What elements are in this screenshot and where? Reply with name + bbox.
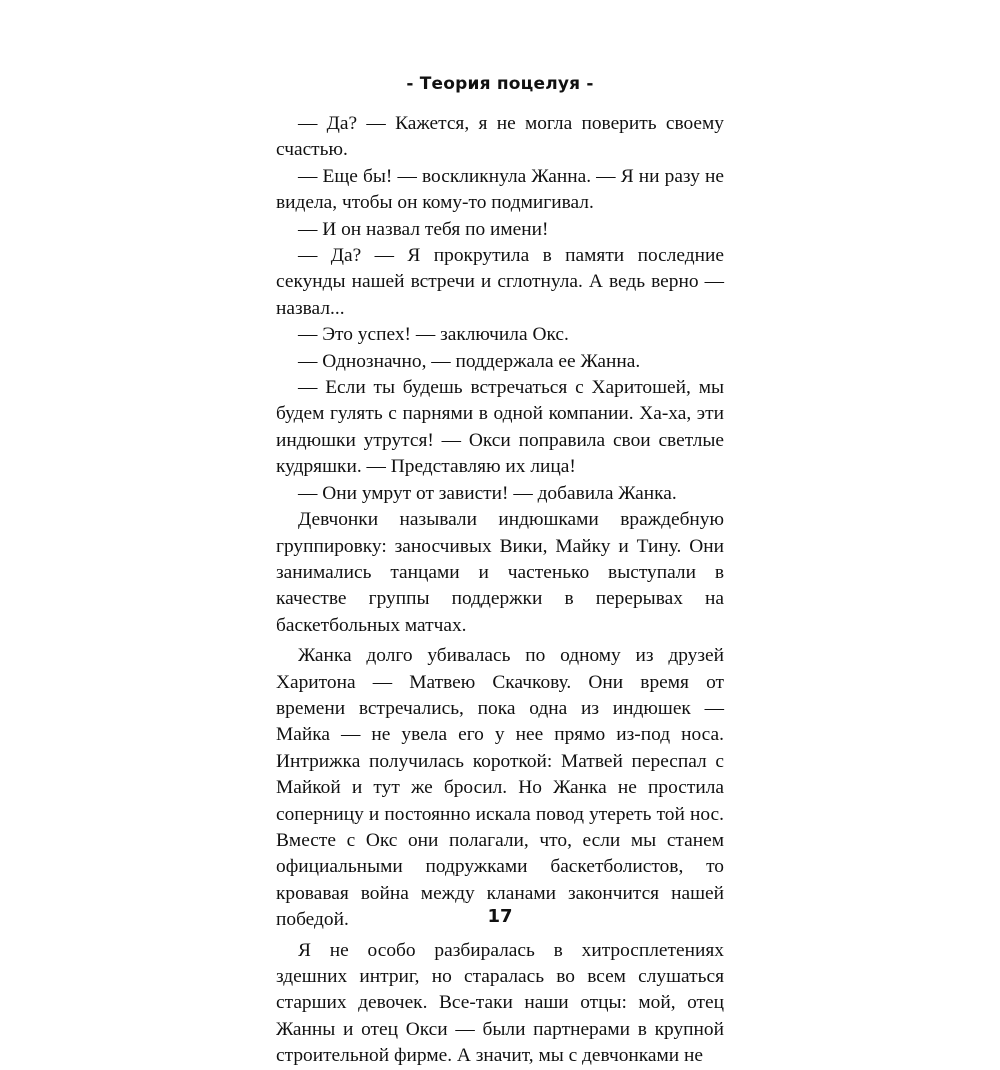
paragraph: — Однозначно, — поддержала ее Жанна. <box>298 350 641 372</box>
paragraph: Жанка долго убивалась по одному из друзей Харитона — Матвею Скачкову. Они время от времени встречались, пока одна из индюшек — Майка — не увела его у нее прямо из-под носа. Интрижка получилась короткой: Матвей переспал с Майкой и тут же бросил. Но Жанка не простила соперницу и постоянно искала повод утереть той нос. Вместе с Окс они полагали, что, если мы станем официальными подружками баскетболистов, то кровавая война между кланами закончится нашей победой. <box>276 645 724 931</box>
paragraph: — Еще бы! — воскликнула Жанна. — Я ни разу не видела, чтобы он кому-то подмигивал. <box>276 165 724 214</box>
running-head: - Теория поцелуя - <box>406 74 594 94</box>
paragraph: — Да? — Кажется, я не могла поверить своему счастью. <box>276 113 724 161</box>
paragraph: — Да? — Я прокрутила в памяти последние секунды нашей встречи и сглотнула. А ведь верно — назвал... <box>276 245 724 319</box>
paragraph: — И он назвал тебя по имени! <box>298 218 549 240</box>
paragraph: Я не особо разбиралась в хитросплетениях здешних интриг, но старалась во всем слушаться старших девочек. Все-таки наши отцы: мой, отец Жанны и отец Окси — были партнерами в крупной строительной фирме. А значит, мы с девчонками не <box>276 939 724 1067</box>
paragraph: — Они умрут от зависти! — добавила Жанка. <box>298 482 677 504</box>
page-number: 17 <box>487 906 513 927</box>
paragraph: — Если ты будешь встречаться с Харитошей, мы будем гулять с парнями в одной компании. Ха-ха, эти индюшки утрутся! — Окси поправила свои светлые кудряшки. — Представляю их лица! <box>276 377 724 478</box>
paragraph: Девчонки называли индюшками враждебную группировку: заносчивых Вики, Майку и Тину. Они занимались танцами и частенько выступали в качестве группы поддержки в перерывах на баскетбольных матчах. <box>276 509 724 636</box>
paragraph: — Это успех! — заключила Окс. <box>298 324 569 346</box>
